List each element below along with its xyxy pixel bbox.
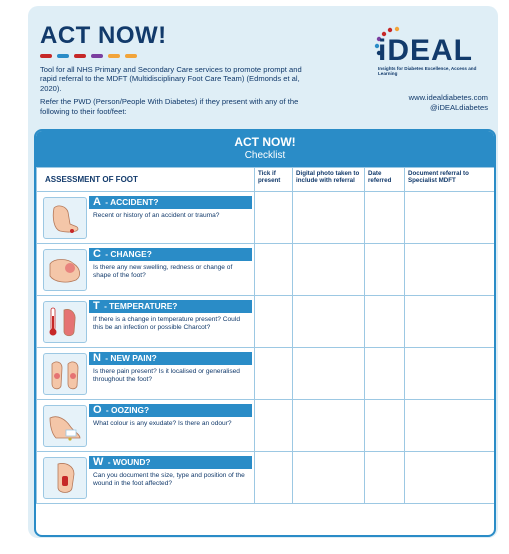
date-cell[interactable] [365, 452, 405, 504]
assessment-label [89, 248, 252, 261]
checklist-panel [34, 129, 496, 537]
tick-cell[interactable] [255, 296, 293, 348]
date-cell[interactable] [365, 296, 405, 348]
dash [108, 54, 120, 58]
assessment-cell [37, 244, 255, 296]
assessment-title: - ACCIDENT? [105, 197, 159, 207]
photo-cell[interactable] [293, 400, 365, 452]
assessment-letter: N [93, 352, 101, 364]
assessment-label [89, 352, 252, 365]
twitter-handle[interactable]: @iDEALdiabetes [430, 103, 488, 112]
assessment-letter: W [93, 456, 104, 468]
photo-cell[interactable] [293, 296, 365, 348]
date-cell[interactable] [365, 244, 405, 296]
foot-injury-icon [43, 197, 87, 239]
tick-cell[interactable] [255, 452, 293, 504]
document-cell[interactable] [405, 244, 495, 296]
assessment-title: - WOUND? [107, 457, 151, 467]
assessment-cell [37, 452, 255, 504]
checklist-title: ACT NOW! [234, 135, 296, 149]
logo-name: iDEAL [378, 34, 473, 67]
checklist-row [37, 192, 495, 244]
photo-cell[interactable] [293, 244, 365, 296]
assessment-title: - CHANGE? [105, 249, 152, 259]
assessment-title: - OOZING? [105, 405, 150, 415]
assessment-question: Is there any new swelling, redness or change of shape of the foot? [93, 264, 233, 279]
assessment-cell [37, 348, 255, 400]
assessment-letter: T [93, 300, 100, 312]
assessment-question: Is there pain present? Is it localised or generalised throughout the foot? [93, 368, 240, 383]
date-cell[interactable] [365, 192, 405, 244]
tick-cell[interactable] [255, 348, 293, 400]
contact-info [373, 93, 488, 113]
col-tick: Tick if present [255, 168, 293, 192]
assessment-cell [37, 296, 255, 348]
tick-cell[interactable] [255, 244, 293, 296]
tick-cell[interactable] [255, 192, 293, 244]
dash [57, 54, 69, 58]
dash [91, 54, 103, 58]
act-now-sheet [28, 6, 498, 538]
date-cell[interactable] [365, 348, 405, 400]
website-link[interactable]: www.idealdiabetes.com [408, 93, 488, 102]
col-document: Document referral to Specialist MDFT [405, 168, 495, 192]
checklist-row [37, 348, 495, 400]
dash [125, 54, 137, 58]
document-cell[interactable] [405, 400, 495, 452]
checklist-row [37, 452, 495, 504]
col-date: Date referred [365, 168, 405, 192]
document-cell[interactable] [405, 296, 495, 348]
assessment-label [89, 300, 252, 313]
photo-cell[interactable] [293, 452, 365, 504]
intro-text [40, 65, 310, 120]
date-cell[interactable] [365, 400, 405, 452]
assessment-cell [37, 400, 255, 452]
foot-wound-icon [43, 457, 87, 499]
assessment-label [89, 404, 252, 417]
assessment-cell [37, 192, 255, 244]
assessment-question: What colour is any exudate? Is there an odour? [93, 420, 232, 427]
assessment-letter: A [93, 196, 101, 208]
checklist-table [36, 167, 495, 504]
logo-tagline: Insights for Diabetes Excellence, Access and Learning [378, 66, 477, 77]
painful-feet-icon [43, 353, 87, 395]
document-cell[interactable] [405, 192, 495, 244]
thermometer-foot-icon [43, 301, 87, 343]
swollen-foot-icon [43, 249, 87, 291]
assessment-label [89, 196, 252, 209]
dash [40, 54, 52, 58]
checklist-row [37, 244, 495, 296]
color-dashes [40, 54, 137, 58]
checklist-row [37, 400, 495, 452]
intro-paragraph-2: Refer the PWD (Person/People With Diabetes) if they present with any of the following to their foot/feet: [40, 97, 299, 116]
document-cell[interactable] [405, 348, 495, 400]
assessment-question: Recent or history of an accident or trauma? [93, 212, 220, 219]
checklist-header [36, 131, 494, 167]
assessment-letter: O [93, 404, 102, 416]
col-assessment: ASSESSMENT OF FOOT [37, 168, 255, 192]
assessment-title: - NEW PAIN? [105, 353, 157, 363]
photo-cell[interactable] [293, 348, 365, 400]
assessment-label [89, 456, 252, 469]
col-photo: Digital photo taken to include with referral [293, 168, 365, 192]
photo-cell[interactable] [293, 192, 365, 244]
intro-paragraph-1: Tool for all NHS Primary and Secondary Care services to promote prompt and rapid referral to the MDFT (Multidisciplinary Foot Care Team) (Edmonds et al, 2020). [40, 65, 302, 93]
page-title: ACT NOW! [40, 22, 167, 49]
assessment-title: - TEMPERATURE? [104, 301, 178, 311]
assessment-question: If there is a change in temperature present? Could this be an infection or possible Charcot? [93, 316, 240, 331]
assessment-letter: C [93, 248, 101, 260]
table-header-row [37, 168, 495, 192]
tick-cell[interactable] [255, 400, 293, 452]
oozing-foot-icon [43, 405, 87, 447]
assessment-question: Can you document the size, type and position of the wound in the foot affected? [93, 472, 245, 487]
checklist-row [37, 296, 495, 348]
document-cell[interactable] [405, 452, 495, 504]
dash [74, 54, 86, 58]
checklist-subtitle: Checklist [244, 150, 286, 161]
